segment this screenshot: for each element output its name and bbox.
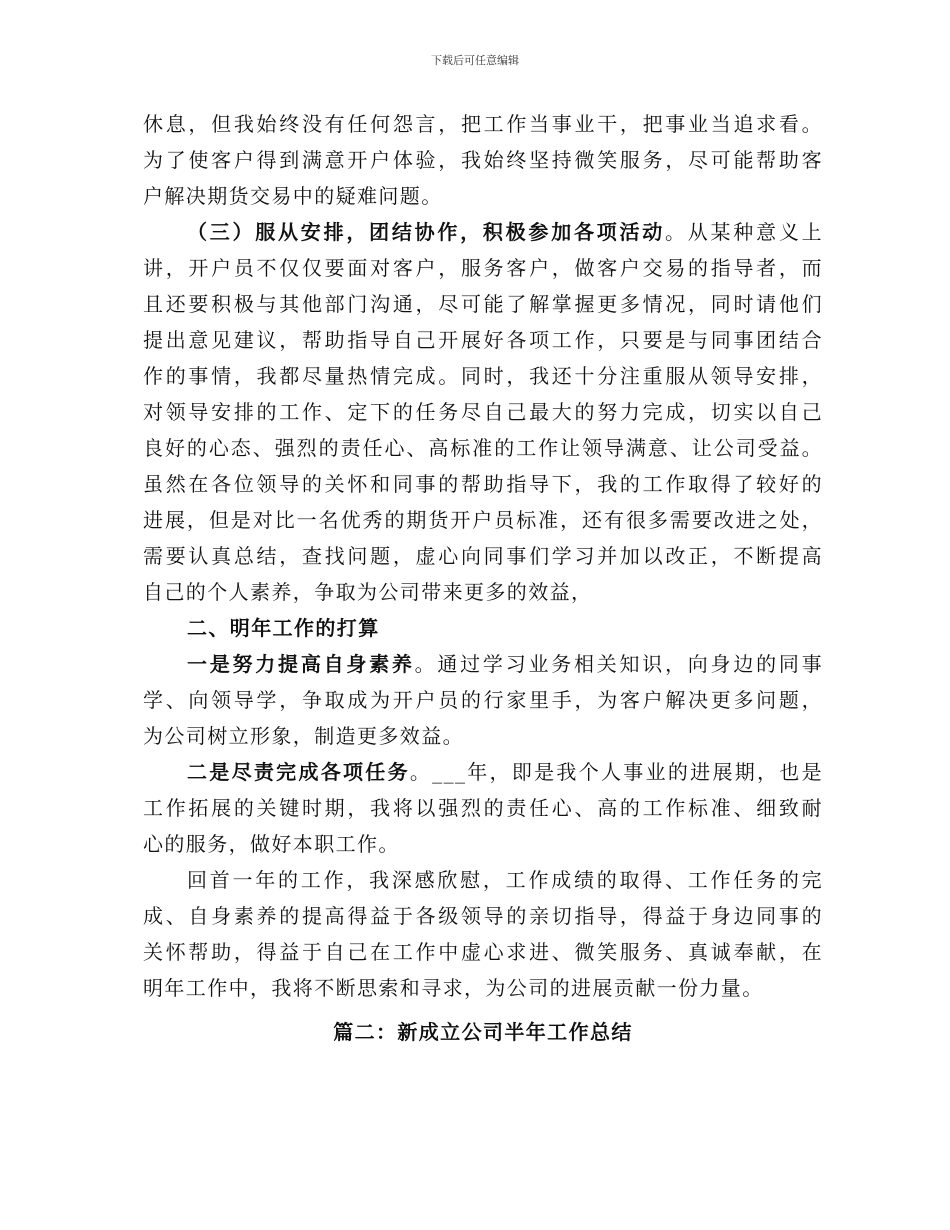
text-line: 进展，但是对比一名优秀的期货开户员标准，还有很多需要改进之处， [143, 508, 823, 532]
text-line [143, 646, 823, 682]
text-line: 休息，但我始终没有任何怨言，把工作当事业干，把事业当追求看。 [143, 112, 823, 136]
text-line: 明年工作中，我将不断思索和寻求，为公司的进展贡献一份力量。 [143, 976, 764, 1000]
text-span: 。通过学习业务相关知识，向身边的同事 [414, 652, 824, 676]
text-line: 户解决期货交易中的疑难问题。 [143, 184, 443, 208]
paragraph-3 [143, 646, 823, 754]
text-line: 心的服务，做好本职工作。 [143, 832, 400, 856]
text-line: 自己的个人素养，争取为公司带来更多的效益， [143, 580, 593, 604]
text-span: 。从某种意义上 [665, 220, 823, 244]
text-line [143, 214, 823, 250]
paragraph-lead-bold: 二是尽责完成各项任务 [187, 760, 410, 784]
paragraph-1 [143, 106, 823, 214]
document-body [143, 106, 823, 1050]
paragraph-4 [143, 754, 823, 862]
paragraph-5 [143, 862, 823, 1006]
text-line: 对领导安排的工作、定下的任务尽自己最大的努力完成，切实以自己 [143, 400, 823, 424]
text-line: 作的事情，我都尽量热情完成。同时，我还十分注重服从领导安排， [143, 364, 823, 388]
text-line: 需要认真总结，查找问题，虚心向同事们学习并加以改正，不断提高 [143, 544, 823, 568]
text-line: 回首一年的工作，我深感欣慰，工作成绩的取得、工作任务的完 [187, 868, 823, 892]
text-line: 工作拓展的关键时期，我将以强烈的责任心、高的工作标准、细致耐 [143, 796, 823, 820]
text-line [143, 754, 823, 790]
text-line: 关怀帮助，得益于自己在工作中虚心求进、微笑服务、真诚奉献，在 [143, 940, 823, 964]
text-line: 提出意见建议，帮助指导自己开展好各项工作，只要是与同事团结合 [143, 328, 823, 352]
text-line: 良好的心态、强烈的责任心、高标准的工作让领导满意、让公司受益。 [143, 436, 823, 460]
text-line: 成、自身素养的提高得益于各级领导的亲切指导，得益于身边同事的 [143, 904, 823, 928]
text-line: 讲，开户员不仅仅要面对客户，服务客户，做客户交易的指导者，而 [143, 256, 823, 280]
section-heading: 二、明年工作的打算 [187, 616, 380, 640]
paragraph-lead-bold: （三）服从安排，团结协作，积极参加各项活动 [187, 220, 666, 244]
text-line: 为了使客户得到满意开户体验，我始终坚持微笑服务，尽可能帮助客 [143, 148, 823, 172]
text-line: 为公司树立形象，制造更多效益。 [143, 724, 464, 748]
page-header-note: 下载后可任意编辑 [431, 54, 519, 67]
text-line: 且还要积极与其他部门沟通，尽可能了解掌握更多情况，同时请他们 [143, 292, 823, 316]
paragraph-2 [143, 214, 823, 610]
text-line: 学、向领导学，争取成为开户员的行家里手，为客户解决更多问题， [143, 688, 823, 712]
paragraph-lead-bold: 一是努力提高自身素养 [187, 652, 415, 676]
text-span: 。___年，即是我个人事业的进展期，也是 [409, 760, 824, 784]
next-article-title: 篇二：新成立公司半年工作总结 [333, 1020, 633, 1044]
text-line: 虽然在各位领导的关怀和同事的帮助指导下，我的工作取得了较好的 [143, 472, 823, 496]
